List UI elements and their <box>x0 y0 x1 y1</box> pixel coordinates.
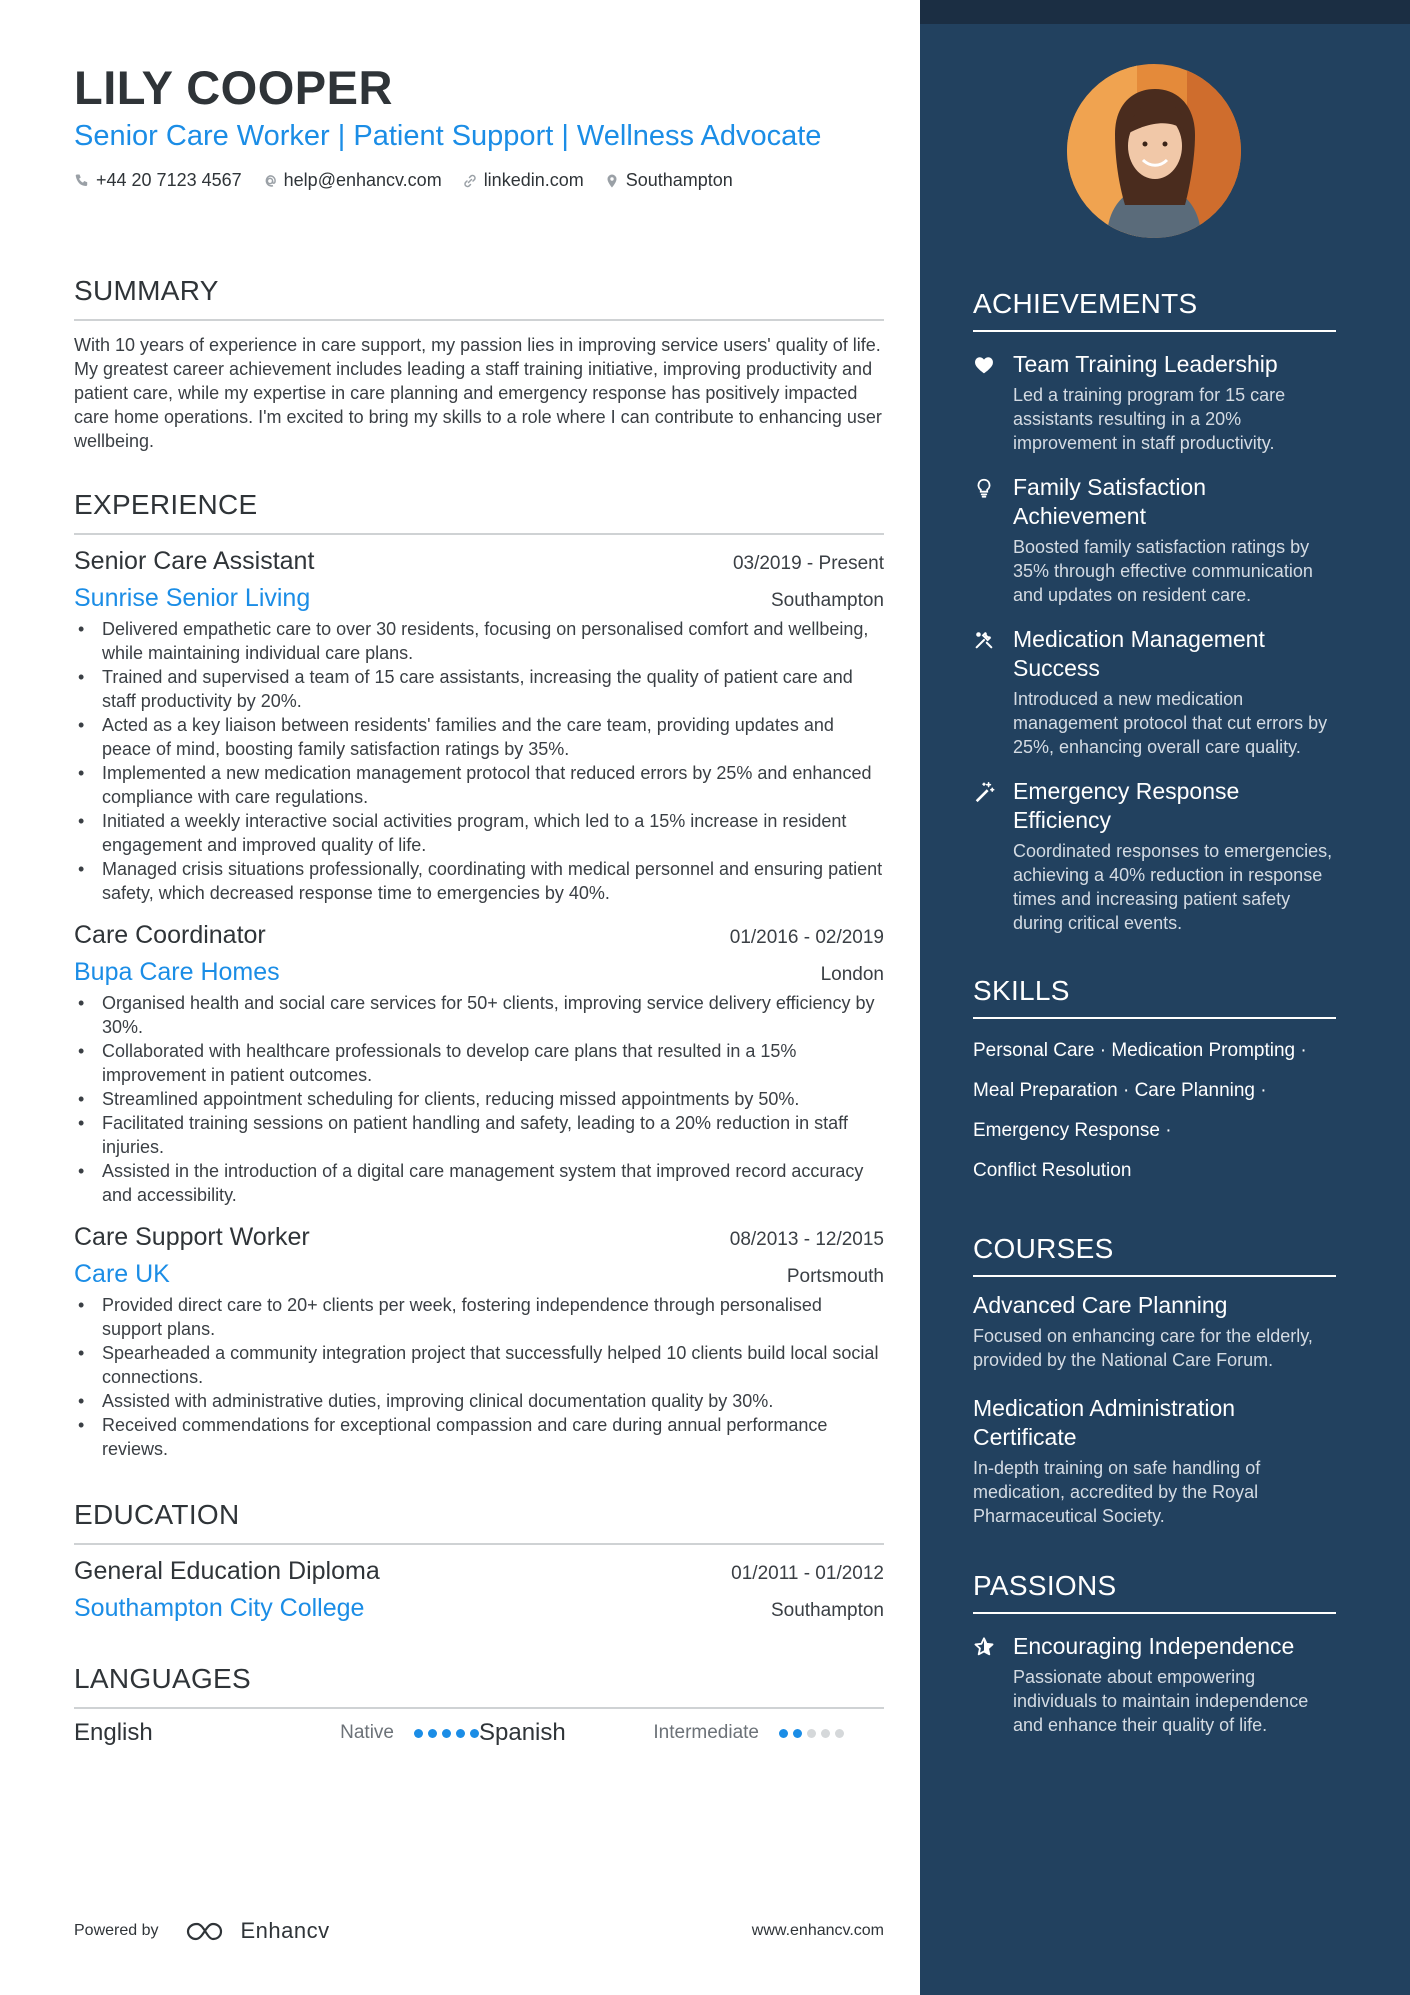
sidebar <box>920 0 1410 1995</box>
course-desc: In-depth training on safe handling of medication, accredited by the Royal Pharmaceutical Society. <box>973 1458 1261 1526</box>
site-link[interactable]: www.enhancv.com <box>751 1922 884 1939</box>
passion-title: Encouraging Independence <box>1013 1633 1295 1659</box>
proficiency-dot <box>779 1729 788 1738</box>
proficiency-dot <box>456 1729 465 1738</box>
achievement-desc: Coordinated responses to emergencies, achieving a 40% reduction in response times and increasing patient safety during critical events. <box>1013 841 1333 933</box>
experience-entry <box>74 1223 884 1461</box>
achievement-title: Team Training Leadership <box>1013 351 1278 377</box>
course-item <box>973 1291 1336 1372</box>
link-icon <box>462 173 478 189</box>
achievement-title: Medication Management Success <box>1013 626 1265 681</box>
achievement-desc: Led a training program for 15 care assistants resulting in a 20% improvement in staff productivity. <box>1013 385 1286 453</box>
enhancv-logo-icon <box>185 1919 231 1943</box>
school-location: Southampton <box>770 1600 884 1621</box>
profile-photo-image <box>1067 64 1241 238</box>
bullet-item: • Facilitated training sessions on patient handling and safety, leading to a 20% reduction in staff injuries. <box>74 1111 884 1159</box>
bullet-item: • Delivered empathetic care to over 30 residents, focusing on personalised comfort and wellbeing, while maintaining individual care plans. <box>74 617 884 665</box>
main-column <box>74 62 884 1747</box>
courses-section <box>973 1233 1336 1528</box>
proficiency-dots <box>779 1729 844 1738</box>
education-heading: EDUCATION <box>74 1499 884 1545</box>
school-name[interactable]: Southampton City College <box>74 1594 365 1622</box>
bullet-item: • Acted as a key liaison between residents' families and the care team, providing updates and peace of mind, boosting family satisfaction ratings by 35%. <box>74 713 884 761</box>
job-dates: 08/2013 - 12/2015 <box>729 1229 884 1250</box>
experience-entry <box>74 547 884 905</box>
language-name: English <box>74 1719 153 1746</box>
job-dates: 03/2019 - Present <box>732 553 884 574</box>
achievement-item <box>973 777 1336 935</box>
passion-desc: Passionate about empowering individuals to maintain independence and enhance their quality of life. <box>1013 1667 1309 1735</box>
contact-bar <box>74 170 884 191</box>
bullet-item: • Spearheaded a community integration project that successfully helped 10 clients build local social connections. <box>74 1341 884 1389</box>
achievement-item <box>973 625 1336 759</box>
achievement-desc: Introduced a new medication management protocol that cut errors by 25%, enhancing overall care quality. <box>1013 689 1328 757</box>
job-dates: 01/2016 - 02/2019 <box>729 927 884 948</box>
bullet-item: • Trained and supervised a team of 15 care assistants, increasing the quality of patient care and staff productivity by 20%. <box>74 665 884 713</box>
education-section <box>74 1499 884 1623</box>
job-bullets <box>74 1293 884 1461</box>
language-level: Native <box>340 1722 394 1743</box>
skills-line: Conflict Resolution <box>973 1160 1132 1181</box>
proficiency-dot <box>414 1729 423 1738</box>
course-title: Advanced Care Planning <box>973 1292 1228 1318</box>
heart-icon <box>973 354 995 376</box>
bullet-item: • Managed crisis situations professionally, coordinating with medical personnel and ensuring patient safety, which decreased response time to emergencies by 40%. <box>74 857 884 905</box>
language-name: Spanish <box>479 1719 566 1746</box>
job-bullets <box>74 617 884 905</box>
at-icon <box>262 173 278 189</box>
languages-section <box>74 1663 884 1747</box>
skills-section <box>973 975 1336 1191</box>
proficiency-dot <box>793 1729 802 1738</box>
achievements-heading: ACHIEVEMENTS <box>973 288 1336 332</box>
summary-heading: SUMMARY <box>74 275 884 321</box>
footer <box>74 1918 884 1944</box>
bullet-item: • Received commendations for exceptional compassion and care during annual performance reviews. <box>74 1413 884 1461</box>
star-icon <box>973 1636 995 1658</box>
proficiency-dot <box>807 1729 816 1738</box>
achievement-item <box>973 350 1336 455</box>
sidebar-content <box>973 288 1336 1737</box>
email-text: help@enhancv.com <box>283 170 442 190</box>
contact-linkedin[interactable] <box>462 170 584 191</box>
passions-heading: PASSIONS <box>973 1570 1336 1614</box>
bullet-item: • Collaborated with healthcare professionals to develop care plans that resulted in a 15% improvement in patient outcomes. <box>74 1039 884 1087</box>
bullet-item: • Provided direct care to 20+ clients per week, fostering independence through personalised support plans. <box>74 1293 884 1341</box>
skills-list <box>973 1031 1336 1191</box>
job-title: Senior Care Assistant <box>74 547 315 575</box>
education-entry <box>74 1557 884 1623</box>
magic-wand-icon <box>973 781 995 803</box>
education-dates: 01/2011 - 01/2012 <box>731 1563 884 1584</box>
experience-heading: EXPERIENCE <box>74 489 884 535</box>
company-name[interactable]: Bupa Care Homes <box>74 958 280 986</box>
company-name[interactable]: Care UK <box>74 1260 170 1288</box>
brand-name: Enhancv <box>240 1918 330 1943</box>
skills-line: Emergency Response · <box>973 1120 1172 1141</box>
bullet-item: • Assisted with administrative duties, improving clinical documentation quality by 30%. <box>74 1389 884 1413</box>
phone-icon <box>74 173 90 189</box>
achievement-title: Emergency Response Efficiency <box>1013 778 1240 833</box>
job-bullets <box>74 991 884 1207</box>
proficiency-dot <box>470 1729 479 1738</box>
contact-location <box>604 170 733 191</box>
phone-text: +44 20 7123 4567 <box>96 170 242 190</box>
experience-section <box>74 489 884 1461</box>
language-item <box>479 1719 879 1747</box>
courses-heading: COURSES <box>973 1233 1336 1277</box>
course-item <box>973 1394 1336 1528</box>
proficiency-dots <box>414 1729 479 1738</box>
proficiency-dot <box>428 1729 437 1738</box>
linkedin-text: linkedin.com <box>483 170 584 190</box>
contact-phone[interactable] <box>74 170 242 191</box>
bullet-item: • Initiated a weekly interactive social activities program, which led to a 15% increase in resident engagement and improved quality of life. <box>74 809 884 857</box>
experience-entry <box>74 921 884 1207</box>
passions-section <box>973 1570 1336 1737</box>
skills-line: Meal Preparation · Care Planning · <box>973 1080 1267 1101</box>
skills-line: Personal Care · Medication Prompting · <box>973 1040 1307 1061</box>
job-title: Care Support Worker <box>74 1223 310 1251</box>
sidebar-top-band <box>920 0 1410 24</box>
bullet-item: • Implemented a new medication management protocol that reduced errors by 25% and enhanced compliance with care regulations. <box>74 761 884 809</box>
achievement-desc: Boosted family satisfaction ratings by 35% through effective communication and updates on resident care. <box>1013 537 1313 605</box>
powered-by <box>74 1918 330 1944</box>
lightbulb-icon <box>973 477 995 499</box>
summary-text: With 10 years of experience in care support, my passion lies in improving service users' quality of life. My greatest career achievement includes leading a staff training initiative, improving productivity and patient care, while my expertise in care planning and emergency response has positively impacted care home operations. I'm excited to bring my skills to a role where I can contribute to enhancing user wellbeing. <box>74 335 882 451</box>
languages-list <box>74 1719 884 1747</box>
achievements-section <box>973 288 1336 935</box>
bullet-item: • Organised health and social care services for 50+ clients, improving service delivery efficiency by 30%. <box>74 991 884 1039</box>
job-location: Portsmouth <box>786 1266 884 1287</box>
company-name[interactable]: Sunrise Senior Living <box>74 584 311 612</box>
bullet-item: • Assisted in the introduction of a digital care management system that improved record accuracy and accessibility. <box>74 1159 884 1207</box>
candidate-name: LILY COOPER <box>74 61 393 114</box>
language-item <box>74 1719 479 1747</box>
proficiency-dot <box>835 1729 844 1738</box>
achievement-item <box>973 473 1336 607</box>
location-text: Southampton <box>625 170 733 190</box>
job-location: London <box>820 964 884 985</box>
achievement-title: Family Satisfaction Achievement <box>1013 474 1207 529</box>
proficiency-dot <box>442 1729 451 1738</box>
contact-email[interactable] <box>262 170 442 191</box>
location-pin-icon <box>604 173 620 189</box>
tools-icon <box>973 629 995 651</box>
powered-by-label: Powered by <box>74 1922 159 1939</box>
candidate-tagline: Senior Care Worker | Patient Support | Wellness Advocate <box>74 120 822 152</box>
languages-heading: LANGUAGES <box>74 1663 884 1709</box>
proficiency-dot <box>821 1729 830 1738</box>
course-title: Medication Administration Certificate <box>973 1395 1236 1450</box>
bullet-item: • Streamlined appointment scheduling for clients, reducing missed appointments by 50%. <box>74 1087 884 1111</box>
brand-logo[interactable] <box>185 1918 330 1944</box>
language-level: Intermediate <box>653 1722 759 1743</box>
course-desc: Focused on enhancing care for the elderly, provided by the National Care Forum. <box>973 1326 1313 1370</box>
degree-title: General Education Diploma <box>74 1557 380 1585</box>
profile-photo <box>1067 64 1241 238</box>
passion-item <box>973 1632 1336 1737</box>
job-title: Care Coordinator <box>74 921 266 949</box>
skills-heading: SKILLS <box>973 975 1336 1019</box>
summary-section <box>74 275 884 453</box>
job-location: Southampton <box>770 590 884 611</box>
